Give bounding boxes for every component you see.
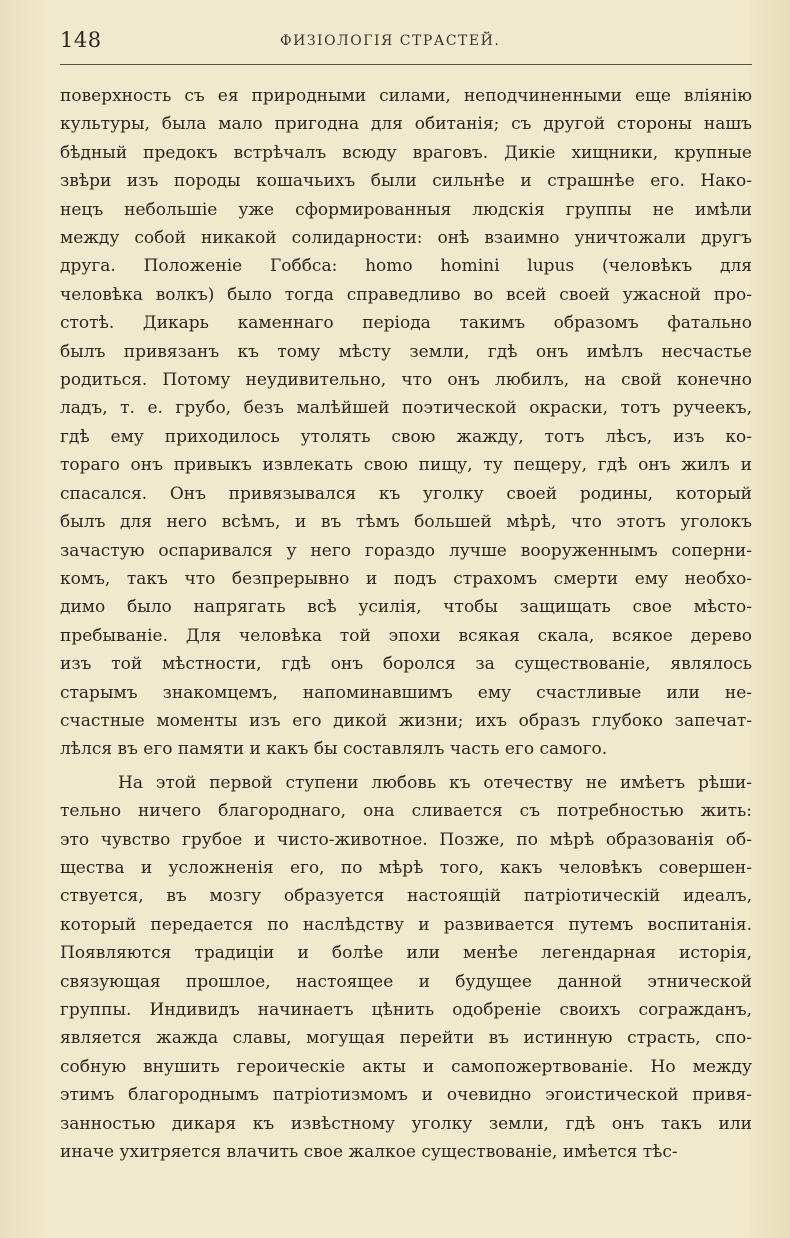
page-header (60, 28, 750, 56)
text-line: который передается по наслѣдству и развивается путемъ воспитанія. (60, 914, 752, 935)
text-line: поверхность съ ея природными силами, неподчиненными еще вліянію (60, 86, 752, 106)
text-line: нецъ небольшіе уже сформированныя людскія группы не имѣли (60, 199, 752, 220)
text-line: собную внушить героическіе акты и самопожертвованіе. Но между (60, 1056, 752, 1077)
paragraph (60, 769, 752, 1167)
text-line: щества и усложненія его, по мѣрѣ того, какъ человѣкъ совершен- (60, 857, 752, 878)
text-line: лѣлся въ его памяти и какъ бы составлялъ часть его самого. (60, 739, 608, 760)
text-line: между собой никакой солидарности: онѣ взаимно уничтожали другъ (60, 228, 752, 249)
text-line: гдѣ ему приходилось утолять свою жажду, тотъ лѣсъ, изъ ко- (60, 426, 752, 447)
text-line: стотѣ. Дикарь каменнаго періода такимъ образомъ фатально (60, 313, 752, 334)
text-line: изъ той мѣстности, гдѣ онъ боролся за существованіе, являлось (60, 654, 752, 675)
paragraph (60, 82, 752, 764)
text-line: спасался. Онъ привязывался къ уголку своей родины, который (60, 483, 752, 504)
text-line: родиться. Потому неудивительно, что онъ любилъ, на свой конечно (60, 370, 752, 391)
text-line: комъ, такъ что безпрерывно и подъ страхомъ смерти ему необхо- (60, 568, 752, 589)
text-line: ладъ, т. е. грубо, безъ малѣйшей поэтической окраски, тотъ ручеекъ, (60, 398, 752, 419)
text-line: бѣдный предокъ встрѣчалъ всюду враговъ. Дикіе хищники, крупные (60, 142, 752, 163)
running-head: ФИЗІОЛОГІЯ СТРАСТЕЙ. (280, 33, 501, 49)
text-line: ствуется, въ мозгу образуется настоящій патріотическій идеалъ, (60, 886, 752, 907)
page-number: 148 (60, 28, 102, 52)
text-line: связующая прошлое, настоящее и будущее данной этнической (60, 971, 752, 992)
text-line: тельно ничего благороднаго, она сливается съ потребностью жить: (60, 801, 752, 822)
text-line: группы. Индивидъ начинаетъ цѣнить одобреніе своихъ согражданъ, (60, 1000, 752, 1020)
text-line: иначе ухитряется влачить свое жалкое существованіе, имѣется тѣс- (60, 1142, 678, 1163)
header-rule (60, 64, 752, 65)
text-line: человѣка волкъ) было тогда справедливо во всей своей ужасной про- (60, 284, 752, 305)
text-line: друга. Положеніе Гоббса: homo homini lupus (человѣкъ для (60, 256, 752, 277)
text-line: димо было напрягать всѣ усилія, чтобы защищать свое мѣсто- (60, 597, 752, 618)
text-line: На этой первой ступени любовь къ отечеству не имѣетъ рѣши- (118, 772, 752, 793)
text-line: пребываніе. Для человѣка той эпохи всякая скала, всякое дерево (60, 625, 752, 646)
text-line: счастные моменты изъ его дикой жизни; ихъ образъ глубоко запечат- (60, 710, 752, 731)
text-line: Появляются традиціи и болѣе или менѣе легендарная исторія, (60, 943, 752, 964)
text-line: этимъ благороднымъ патріотизмомъ и очевидно эгоистической привя- (60, 1085, 752, 1106)
text-line: занностью дикаря къ извѣстному уголку земли, гдѣ онъ такъ или (60, 1113, 752, 1134)
text-line: старымъ знакомцемъ, напоминавшимъ ему счастливые или не- (60, 682, 752, 703)
text-line: это чувство грубое и чисто-животное. Позже, по мѣрѣ образованія об- (60, 829, 752, 850)
text-line: звѣри изъ породы кошачьихъ были сильнѣе и страшнѣе его. Нако- (60, 171, 752, 192)
text-line: является жажда славы, могущая перейти въ истинную страсть, спо- (60, 1028, 752, 1049)
text-line: зачастую оспаривался у него гораздо лучше вооруженнымъ соперни- (60, 540, 752, 561)
text-line: былъ для него всѣмъ, и въ тѣмъ большей мѣрѣ, что этотъ уголокъ (60, 512, 752, 533)
text-line: тораго онъ привыкъ извлекать свою пищу, ту пещеру, гдѣ онъ жилъ и (60, 455, 752, 476)
text-line: культуры, была мало пригодна для обитанія; съ другой стороны нашъ (60, 114, 752, 135)
text-line: былъ привязанъ къ тому мѣсту земли, гдѣ онъ имѣлъ несчастье (60, 341, 752, 362)
body-text (60, 82, 752, 1166)
